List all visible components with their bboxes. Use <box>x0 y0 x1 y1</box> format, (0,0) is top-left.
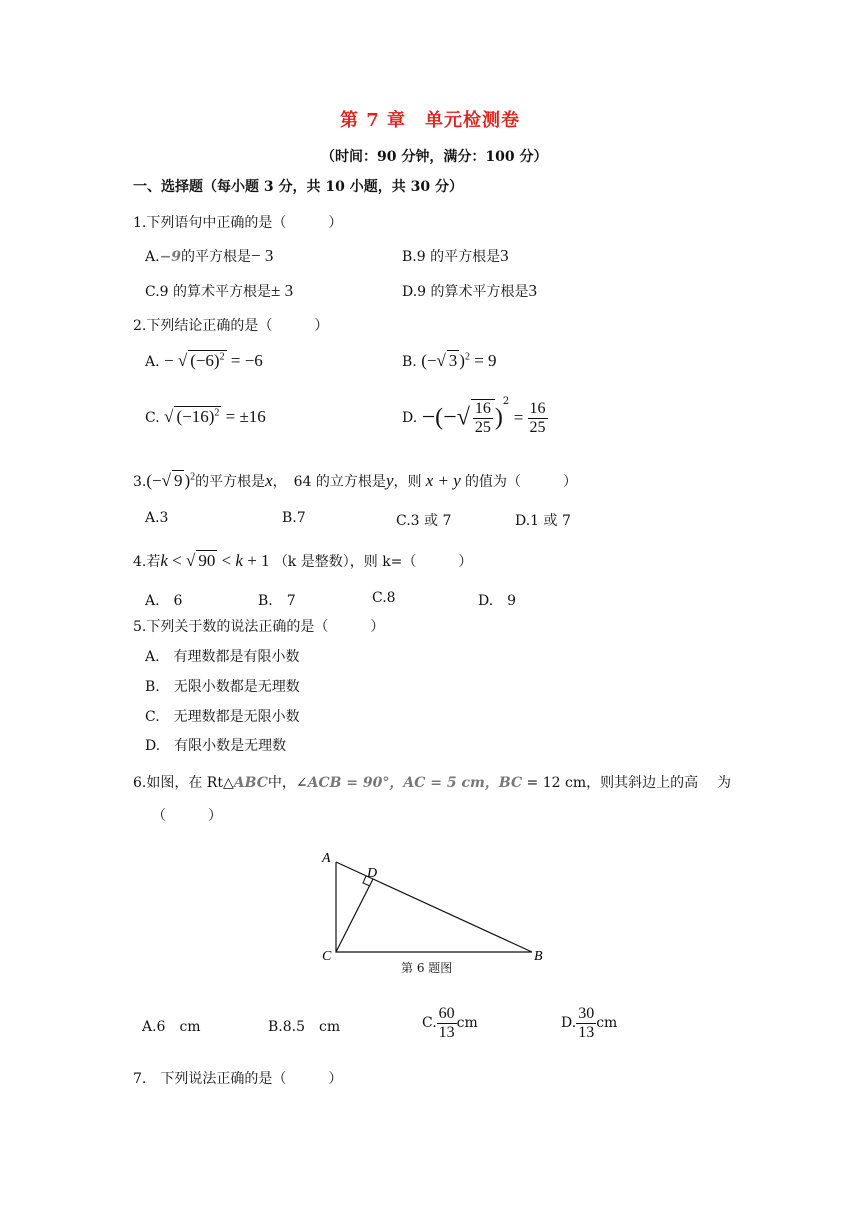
q2-b-prefix: B. <box>402 354 417 370</box>
q2-c-expr: √ $(-16)^2 = \pm 16$ <box>164 407 266 426</box>
q6-c-prefix: C. <box>422 1015 437 1032</box>
q1-a-num: −9 <box>159 249 182 265</box>
q4-pre: 4.若 <box>133 554 161 570</box>
q5-option-d[interactable]: D. 有限小数是无理数 <box>145 738 287 754</box>
q6-stem <box>133 772 698 792</box>
q6-ac: AC <box>403 775 426 791</box>
q2-a-prefix: A. <box>145 354 160 370</box>
q4-stem <box>133 550 472 571</box>
q5-option-c[interactable]: C. 无理数都是无限小数 <box>145 709 300 725</box>
q2-d-expr: −(−√ <box>421 404 470 431</box>
q3-option-a[interactable]: A.3 <box>145 510 169 526</box>
q3-text-4: 的值为（ ） <box>465 474 578 490</box>
q6-option-d[interactable] <box>561 1005 617 1041</box>
q6-d-unit: cm <box>596 1015 618 1032</box>
q2-option-a[interactable] <box>145 350 263 371</box>
q2-option-b[interactable] <box>402 350 497 371</box>
q4-post: （k 是整数），则 k=（ ） <box>273 554 473 570</box>
figure-caption: 第 6 题图 <box>401 961 453 975</box>
q6-d-den: 13 <box>578 1023 595 1041</box>
section-heading: 一、选择题（每小题 3 分，共 10 小题，共 30 分） <box>133 179 463 195</box>
vertex-label-c: C <box>322 949 332 964</box>
q2-option-d[interactable]: D. −(−√ $\frac{16}{25}$ )$^2$ = $\frac{16}{25}$ <box>402 396 546 436</box>
q6-c-fraction <box>437 1005 457 1041</box>
q6-answer-paren: （ ） <box>152 808 222 824</box>
q1-option-a[interactable] <box>145 246 273 266</box>
q3-option-b[interactable]: B.7 <box>282 510 306 526</box>
q1-a-prefix: A. <box>145 249 160 265</box>
q4-inequality: k < √ 90 < k + 1 <box>160 551 274 570</box>
q3-option-d[interactable]: D.1 或 7 <box>515 513 571 529</box>
q6-d-num: 30 <box>578 1005 595 1022</box>
q7-stem: 7. 下列说法正确的是（ ） <box>133 1071 343 1087</box>
q1-stem: 1.下列语句中正确的是（ ） <box>133 215 343 231</box>
q1-b-prefix: B.9 的平方根是 <box>402 249 501 265</box>
q1-d-prefix: D.9 的算术平方根是 <box>402 284 529 300</box>
q6-c-den: 13 <box>438 1023 455 1041</box>
q6-text-b: 中，∠ <box>267 775 308 791</box>
q5-option-b[interactable]: B. 无限小数都是无理数 <box>145 679 300 695</box>
vertex-label-d: D <box>367 866 378 881</box>
q2-d-prefix: D. <box>402 410 418 426</box>
q2-c-prefix: C. <box>145 410 160 426</box>
triangle-outline <box>336 862 532 952</box>
q4-option-b[interactable]: B. 7 <box>258 593 296 609</box>
q2-d-result-frac: $\frac{16}{25}$ <box>529 399 546 436</box>
q1-c-val: ± 3 <box>271 281 294 300</box>
q6-text-a: 6.如图，在 Rt△ <box>133 775 234 791</box>
q3-text-1: 的平方根是 <box>195 474 266 490</box>
q4-option-c[interactable]: C.8 <box>372 590 396 606</box>
q3-stem: 3.(−√ 9 )$^2$的平方根是x， 64 的立方根是y，则 x + y 的值为（ ） <box>133 471 578 490</box>
q6-text-c: = 90°， <box>341 775 404 791</box>
q3-text-2: ， 64 的立方根是 <box>272 474 386 490</box>
q6-option-c[interactable] <box>422 1005 478 1041</box>
q6-c-unit: cm <box>456 1015 478 1032</box>
q6-bc: BC <box>498 775 523 791</box>
q4-option-a[interactable]: A. 6 <box>145 593 183 609</box>
q6-text-d: = 5 cm， <box>425 775 499 791</box>
q6-option-a[interactable]: A.6 cm <box>142 1019 201 1035</box>
vertex-label-a: A <box>322 851 331 866</box>
q3-option-c[interactable]: C.3 或 7 <box>396 513 452 529</box>
q2-d-inner-frac: $\frac{16}{25}$ <box>471 399 495 436</box>
q1-option-c[interactable] <box>145 281 293 301</box>
q1-a-val: − 3 <box>251 246 274 265</box>
q3-sum: x + y <box>421 471 466 490</box>
q1-option-d[interactable] <box>402 281 537 301</box>
q3-y: y <box>385 471 394 490</box>
q4-option-d[interactable]: D. 9 <box>478 593 517 609</box>
q6-d-prefix: D. <box>561 1015 577 1032</box>
q1-b-val: 3 <box>500 246 509 265</box>
altitude-cd <box>336 879 373 952</box>
q2-option-c[interactable] <box>145 406 266 427</box>
exam-subtitle: （时间：90 分钟，满分：100 分） <box>321 149 548 165</box>
q2-a-expr: − √ $(-6)^2 = -6$ <box>164 351 263 370</box>
page-title: 第 7 章 单元检测卷 <box>340 110 521 131</box>
q6-d-fraction <box>576 1005 596 1041</box>
q1-d-val: 3 <box>528 281 538 300</box>
triangle-figure <box>316 842 552 977</box>
q6-wei: 为 <box>717 775 731 791</box>
q1-a-rest: 的平方根是 <box>181 249 252 265</box>
q6-option-b[interactable]: B.8.5 cm <box>268 1019 341 1035</box>
q2-b-expr: (−√ 3 )$^2$ = 9 <box>421 351 497 370</box>
q5-stem: 5.下列关于数的说法正确的是（ ） <box>133 619 385 635</box>
q3-x: x <box>265 471 273 490</box>
q6-c-num: 60 <box>438 1005 455 1022</box>
q3-text-3: ，则 <box>393 474 422 490</box>
q6-abc: ABC <box>233 775 268 791</box>
q6-acb: ACB <box>307 775 342 791</box>
q6-text-e: = 12 cm，则其斜边上的高 <box>522 775 699 791</box>
q1-c-prefix: C.9 的算术平方根是 <box>145 284 272 300</box>
vertex-label-b: B <box>534 949 543 964</box>
q5-option-a[interactable]: A. 有理数都是有限小数 <box>145 649 300 665</box>
q1-option-b[interactable] <box>402 246 509 266</box>
q2-stem: 2.下列结论正确的是（ ） <box>133 318 329 334</box>
